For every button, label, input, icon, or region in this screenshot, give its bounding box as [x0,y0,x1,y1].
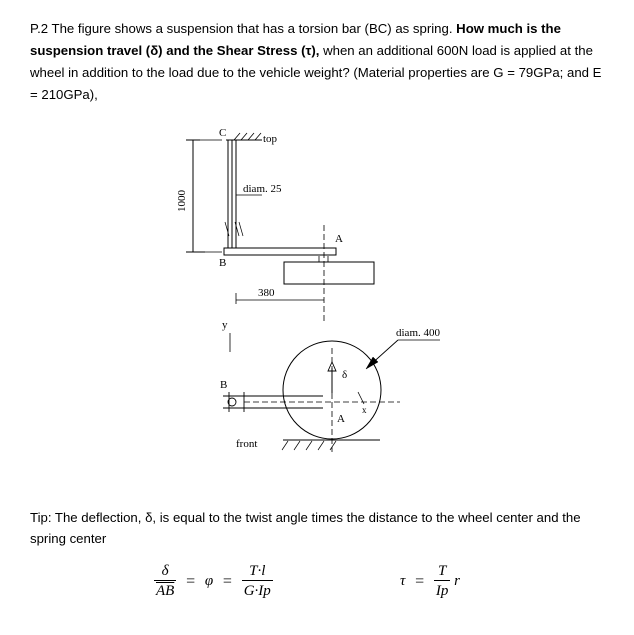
label-x: x [362,405,367,415]
dim-380-label: 380 [258,287,275,299]
formula1-eq1: = [186,572,196,590]
formula1-delta: δ [154,562,176,581]
label-c: C [219,127,227,139]
formula2-r: r [454,573,460,589]
formula1-den: G·Ip [243,583,271,599]
label-delta: δ [342,369,348,381]
problem-question: How much is the suspension travel (δ) and the Shear Stress (τ), [30,21,561,58]
formula2-eq: = [415,572,425,590]
label-b-front: B [220,379,228,391]
formula1-ab: AB [156,583,175,599]
formula2-tau: τ [400,573,406,589]
tl-over-gip [242,562,273,601]
label-y: y [222,319,228,331]
label-top: top [263,133,278,145]
problem-id: P.2 [30,21,49,36]
formula2-num: T [434,562,451,581]
t-over-ip [434,562,451,601]
problem-rest: when an additional 600N load is applied at the wheel in addition to the load due to the vehicle weight? (Material properties are G = 79GPa; and E = 210GPa), [30,43,602,102]
formula-deflection [154,562,273,601]
label-b-top: B [219,257,227,269]
formula1-num: T·l [242,562,273,581]
label-a-top: A [335,233,343,245]
label-a-front: A [337,413,345,425]
formula1-phi: φ [204,573,214,589]
formula1-eq2: = [222,572,232,590]
label-diam25: diam. 25 [243,183,282,195]
label-front: front [236,438,258,450]
formula2-den: Ip [435,583,449,599]
delta-over-ab [154,562,176,601]
dim-1000-label: 1000 [176,190,188,212]
formula-shear-stress [400,562,460,601]
problem-intro: The figure shows a suspension that has a torsion bar (BC) as spring. [51,21,453,36]
tip-text: Tip: The deflection, δ, is equal to the twist angle times the distance to the wheel center and the spring center [30,510,581,546]
label-diam400: diam. 400 [396,327,440,339]
